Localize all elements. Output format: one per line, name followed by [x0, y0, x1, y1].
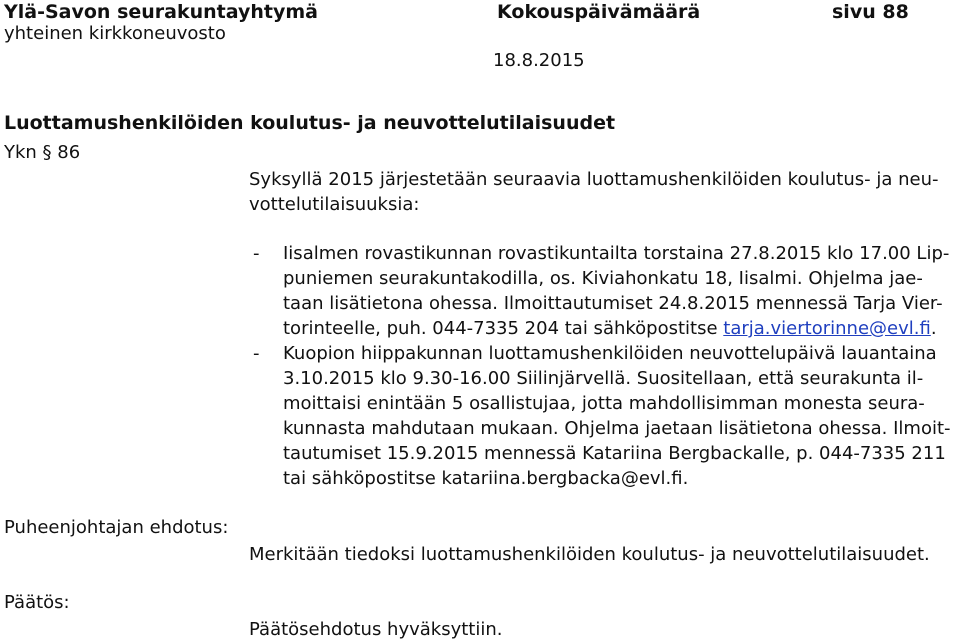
list-bullet: - — [253, 343, 260, 364]
list-item-line — [283, 317, 937, 341]
meeting-date: 18.8.2015 — [493, 50, 585, 71]
list-item-line: Kuopion hiippakunnan luottamushenkilöiden neuvottelupäivä lauantaina — [283, 343, 937, 364]
decision-label: Päätös: — [4, 592, 70, 613]
list-item-line: 3.10.2015 klo 9.30-16.00 Siilinjärvellä. Suositellaan, että seurakunta il- — [283, 368, 924, 389]
list-item-punctuation: . — [930, 318, 937, 339]
list-item-line: Iisalmen rovastikunnan rovastikuntailta torstaina 27.8.2015 klo 17.00 Lip- — [283, 243, 950, 264]
list-item-line: moittaisi enintään 5 osallistujaa, jotta mahdollisimman monesta seura- — [283, 393, 925, 414]
intro-line-1: Syksyllä 2015 järjestetään seuraavia luottamushenkilöiden koulutus- ja neu- — [249, 169, 939, 190]
page-number: sivu 88 — [832, 1, 909, 23]
decision-text: Päätösehdotus hyväksyttiin. — [249, 619, 503, 640]
section-title: Luottamushenkilöiden koulutus- ja neuvottelutilaisuudet — [4, 112, 616, 134]
organization-name: Ylä-Savon seurakuntayhtymä — [4, 1, 318, 23]
intro-line-2: vottelutilaisuuksia: — [249, 194, 420, 215]
list-item-line: puniemen seurakuntakodilla, os. Kiviahonkatu 18, Iisalmi. Ohjelma jae- — [283, 268, 923, 289]
section-number: Ykn § 86 — [4, 142, 81, 163]
proposal-label: Puheenjohtajan ehdotus: — [4, 517, 229, 538]
list-item-line: kunnasta mahdutaan mukaan. Ohjelma jaetaan lisätietona ohessa. Ilmoit- — [283, 418, 951, 439]
list-item-line: tai sähköpostitse katariina.bergbacka@evl.fi. — [283, 468, 689, 489]
email-link[interactable]: tarja.viertorinne@evl.fi — [723, 318, 931, 339]
meeting-date-label: Kokouspäivämäärä — [497, 1, 701, 23]
list-item-text: torinteelle, puh. 044-7335 204 tai sähköpostitse — [283, 318, 724, 339]
list-item-line: tautumiset 15.9.2015 mennessä Katariina Bergbackalle, p. 044-7335 211 — [283, 443, 946, 464]
list-bullet: - — [253, 243, 260, 264]
list-item-line: taan lisätietona ohessa. Ilmoittautumiset 24.8.2015 mennessä Tarja Vier- — [283, 293, 943, 314]
board-name: yhteinen kirkkoneuvosto — [4, 23, 226, 44]
proposal-text: Merkitään tiedoksi luottamushenkilöiden koulutus- ja neuvottelutilaisuudet. — [249, 544, 930, 565]
